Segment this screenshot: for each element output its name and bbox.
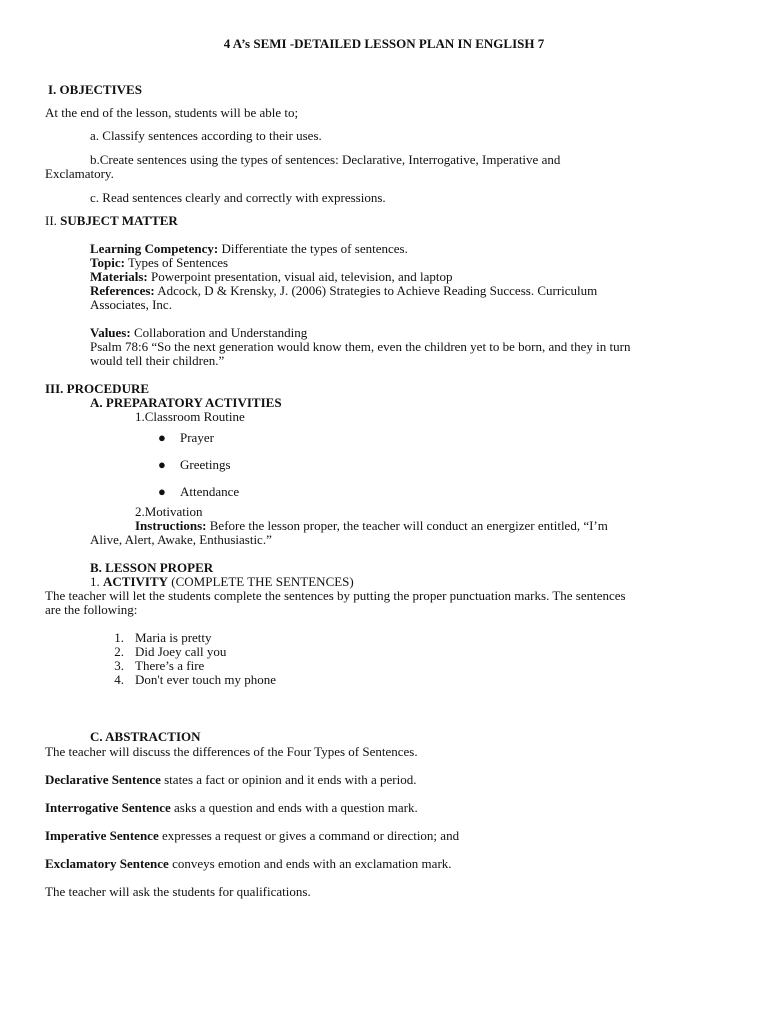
closing-statement: The teacher will ask the students for qualifications. (45, 884, 311, 899)
routine-item: Prayer (180, 430, 214, 445)
objectives-intro: At the end of the lesson, students will be able to; (45, 105, 299, 120)
psalm-line2: would tell their children.” (90, 353, 225, 368)
bullet-icon: ● (158, 484, 166, 499)
objectives-heading: I. OBJECTIVES (48, 82, 142, 97)
sentence-number: 1. (114, 630, 124, 645)
bullet-icon: ● (158, 457, 166, 472)
activity-description-line2: are the following: (45, 602, 138, 617)
activity-description-line1: The teacher will let the students complete the sentences by putting the proper punctuation marks. The sentences (45, 588, 626, 603)
sentence-item: Don't ever touch my phone (135, 672, 276, 687)
lesson-proper-heading: B. LESSON PROPER (90, 560, 214, 575)
learning-competency: Learning Competency: Differentiate the types of sentences. (90, 241, 408, 256)
classroom-routine: 1.Classroom Routine (135, 409, 245, 424)
preparatory-heading: A. PREPARATORY ACTIVITIES (90, 395, 282, 410)
motivation: 2.Motivation (135, 504, 203, 519)
abstraction-heading: C. ABSTRACTION (90, 729, 201, 744)
declarative-definition: Declarative Sentence states a fact or opinion and it ends with a period. (45, 772, 417, 787)
interrogative-definition: Interrogative Sentence asks a question and ends with a question mark. (45, 800, 418, 815)
sentence-item: Maria is pretty (135, 630, 212, 645)
bullet-icon: ● (158, 430, 166, 445)
abstraction-intro: The teacher will discuss the differences of the Four Types of Sentences. (45, 744, 418, 759)
document-title: 4 A’s SEMI -DETAILED LESSON PLAN IN ENGLISH 7 (223, 36, 545, 51)
objective-b-line2: Exclamatory. (45, 166, 114, 181)
procedure-heading: III. PROCEDURE (45, 381, 150, 396)
materials: Materials: Powerpoint presentation, visual aid, television, and laptop (90, 269, 453, 284)
references-line1: References: Adcock, D & Krensky, J. (2006) Strategies to Achieve Reading Success. Curriculum (90, 283, 598, 298)
values: Values: Collaboration and Understanding (90, 325, 308, 340)
sentence-item: Did Joey call you (135, 644, 227, 659)
objective-c: c. Read sentences clearly and correctly with expressions. (90, 190, 386, 205)
routine-item: Attendance (180, 484, 240, 499)
instructions-line1: Instructions: Before the lesson proper, the teacher will conduct an energizer entitled, “I’m (135, 518, 608, 533)
references-line2: Associates, Inc. (90, 297, 172, 312)
sentence-number: 4. (114, 672, 124, 687)
sentence-item: There’s a fire (135, 658, 205, 673)
objective-a: a. Classify sentences according to their uses. (90, 128, 322, 143)
psalm-line1: Psalm 78:6 “So the next generation would know them, even the children yet to be born, and they in turn (90, 339, 631, 354)
subject-matter-heading: II. SUBJECT MATTER (45, 213, 178, 228)
sentence-number: 3. (114, 658, 124, 673)
routine-item: Greetings (180, 457, 231, 472)
exclamatory-definition: Exclamatory Sentence conveys emotion and ends with an exclamation mark. (45, 856, 452, 871)
sentence-number: 2. (114, 644, 124, 659)
topic: Topic: Types of Sentences (90, 255, 229, 270)
instructions-line2: Alive, Alert, Awake, Enthusiastic.” (90, 532, 272, 547)
activity-heading: 1. ACTIVITY (COMPLETE THE SENTENCES) (90, 574, 354, 589)
imperative-definition: Imperative Sentence expresses a request or gives a command or direction; and (45, 828, 460, 843)
objective-b-line1: b.Create sentences using the types of sentences: Declarative, Interrogative, Imperative and (90, 152, 561, 167)
